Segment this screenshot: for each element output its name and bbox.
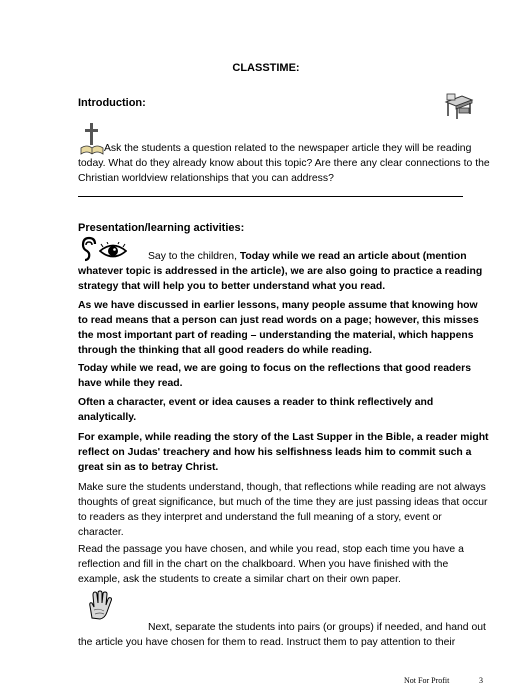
paragraph-2: Today while we read, we are going to focus on the reflections that good readers have while they read. xyxy=(78,363,471,389)
footer-text: Not For Profit xyxy=(404,676,450,685)
say-lead-text: Say to the children, xyxy=(148,251,240,262)
page-title: CLASSTIME: xyxy=(232,62,300,74)
paragraph-5: Make sure the students understand, though, that reflections while reading are not always thoughts of great significance, but much of the time they are just passing ideas that occur to readers as they interpret and understand the full meaning of a story, event or character. xyxy=(78,482,488,538)
presentation-heading: Presentation/learning activities: xyxy=(78,222,245,234)
paragraph-6: Read the passage you have chosen, and while you read, stop each time you have a reflection and fill in the chart on the chalkboard. When you have finished with the example, ask the students to create a similar chart on their own paper. xyxy=(78,544,464,585)
paragraph-7: Next, separate the students into pairs (or groups) if needed, and hand out the article you have chosen for them to read. Instruct them to pay attention to their xyxy=(78,622,486,648)
paragraph-3: Often a character, event or idea causes a reader to think reflectively and analytically. xyxy=(78,397,434,423)
presentation-say-paragraph xyxy=(78,249,490,294)
hand-icon xyxy=(86,590,112,620)
divider-line xyxy=(78,196,463,197)
page-number: 3 xyxy=(479,676,483,685)
introduction-heading: Introduction: xyxy=(78,97,146,109)
say-bold-text: Today while we read an article about (mention whatever topic is addressed in the article), we are also going to practice a reading strategy that will help you to better understand what you read. xyxy=(78,251,483,292)
paragraph-1: As we have discussed in earlier lessons, many people assume that knowing how to read means that a person can just read words on a page; however, this misses the most important part of reading – understanding the material, which happens through the thinking that all good readers do while reading. xyxy=(78,300,479,356)
desk-icon xyxy=(444,92,474,120)
introduction-text: Ask the students a question related to the newspaper article they will be reading today. What do they already know about this topic? Are there any clear connections to the Christian worldview relationships that you can address? xyxy=(78,143,490,184)
paragraph-4: For example, while reading the story of the Last Supper in the Bible, a reader might reflect on Judas' treachery and how his selfishness leads him to commit such a great sin as to betray Christ. xyxy=(78,432,489,473)
